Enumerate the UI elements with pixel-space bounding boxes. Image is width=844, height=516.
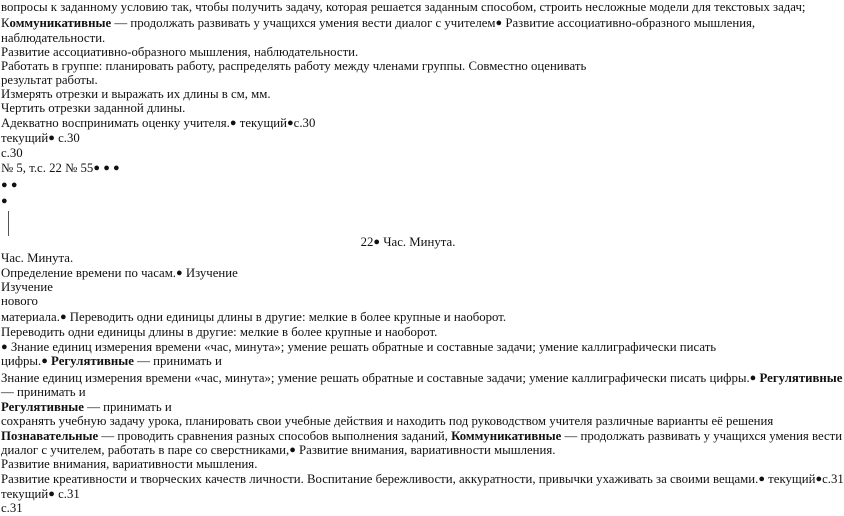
bold-term: Регулятивные — [756, 371, 843, 385]
line-text: вопросы к заданному условию так, чтобы получить задачу, которая решается заданным способом, строить несложные модели для текстовых задач; — [1, 0, 806, 14]
bullet-icon: ● — [113, 162, 120, 174]
line-text: — принимать и — [83, 400, 172, 414]
bullet-icon: ● — [48, 132, 55, 144]
bullet-icon: ● — [1, 179, 8, 191]
text-line — [1, 59, 586, 74]
text-line — [1, 501, 23, 516]
line-text: с.31 — [54, 487, 80, 501]
text-line — [1, 131, 80, 147]
text-line — [1, 146, 23, 161]
text-line — [1, 385, 86, 400]
bullet-icon: ● — [41, 355, 48, 367]
line-text: Час. Минута. — [380, 235, 456, 249]
bullet-icon: ● — [176, 267, 183, 279]
line-text: нового — [1, 294, 38, 308]
line-text: — продолжать развивать у учащихся умения вести диалог с учителем — [111, 16, 496, 30]
bullet-icon: ● — [229, 117, 237, 129]
line-text: 22 — [360, 235, 374, 249]
bold-term: Регулятивные — [1, 400, 84, 414]
line-text: Измерять отрезки и выражать их длины в см, мм. — [1, 87, 271, 101]
bullet-icon: ● — [59, 311, 67, 323]
line-text: Определение времени по часам. — [1, 266, 177, 280]
line-text: Развитие внимания, вариативности мышления. — [295, 443, 556, 457]
line-text: диалог с учителем, работать в паре со сверстниками, — [1, 443, 290, 457]
text-line — [1, 73, 98, 88]
text-line — [1, 414, 773, 429]
line-text: Адекватно воспринимать оценку учителя. — [1, 116, 230, 130]
line-text: материала. — [1, 310, 60, 324]
bold-term: Познавательные — [1, 429, 99, 443]
line-text: Развитие ассоциативно-образного мышления, — [502, 16, 756, 30]
text-line — [1, 325, 437, 340]
line-text: — проводить сравнения разных способов выполнения заданий, — [98, 429, 452, 443]
line-text: Развитие внимания, вариативности мышления. — [1, 457, 258, 471]
bullet-icon: ● — [1, 341, 8, 353]
text-line — [1, 472, 844, 488]
bullet-icon: ● — [1, 195, 8, 207]
bullet-icon: ● — [495, 17, 503, 29]
line-text: текущий — [236, 116, 288, 130]
text-line — [1, 45, 358, 60]
text-line — [1, 400, 172, 415]
line-text: наблюдательности. — [1, 31, 106, 45]
centered-heading — [0, 235, 816, 251]
text-line — [1, 457, 257, 472]
bullet-icon: ● — [289, 444, 296, 456]
bullet-icon: ● — [93, 162, 100, 174]
bullet-icon: ● — [815, 473, 823, 485]
bullet-icon: ● — [758, 473, 765, 485]
bullet-icon: ● — [103, 162, 110, 174]
bullet-icon: ● — [287, 117, 294, 129]
text-line — [1, 371, 842, 387]
bullet-icon: ● — [373, 236, 381, 248]
bold-term: Коммуникативные — [451, 429, 562, 443]
line-text: № 5, т.с. 22 № 55 — [1, 161, 94, 175]
line-text: Чертить отрезки заданной длины. — [1, 101, 186, 115]
bullet-icon: ● — [749, 372, 757, 384]
line-text: Знание единиц измерения времени «час, минута»; умение решать обратные и составные задачи; умение каллиграфически писать — [7, 340, 717, 354]
text-line — [1, 101, 185, 116]
line-text: текущий — [1, 131, 49, 145]
line-text: Развитие креативности и творческих качеств личности. Воспитание бережливости, аккуратности, привычки ухаживать за своими вещами. — [1, 472, 759, 486]
text-line — [1, 294, 38, 309]
text-line — [1, 251, 73, 266]
bold-term: Регулятивные — [47, 354, 134, 368]
bullet-icon: ● — [10, 179, 18, 191]
line-text: Час. Минута. — [1, 251, 74, 265]
line-text: Развитие ассоциативно-образного мышления, наблюдательности. — [1, 45, 359, 59]
text-line — [1, 16, 755, 32]
text-line — [1, 0, 805, 15]
line-text: К — [1, 16, 10, 30]
line-text: — продолжать развивать у учащихся умения вести — [561, 429, 843, 443]
line-text: текущий — [1, 487, 49, 501]
line-text: Работать в группе: планировать работу, распределять работу между членами группы. Совместно оценивать — [1, 59, 587, 73]
line-text: — принимать и — [1, 385, 86, 399]
bullet-icon: ● — [48, 488, 55, 500]
text-line — [1, 31, 105, 46]
divider — [8, 211, 9, 236]
bold-term: оммуникативные — [9, 16, 112, 30]
line-text: — принимать и — [133, 354, 222, 368]
text-line — [1, 194, 8, 210]
line-text: сохранять учебную задачу урока, планировать свои учебные действия и находить под руководством учителя различные варианты её решения — [1, 414, 774, 428]
line-text: Переводить одни единицы длины в другие: мелкие в более крупные и наоборот. — [1, 325, 438, 339]
text-line — [1, 429, 842, 444]
line-text: с.30 — [293, 116, 316, 130]
line-text: с.30 — [54, 131, 80, 145]
line-text: Переводить одни единицы длины в другие: мелкие в более крупные и наоборот. — [66, 310, 507, 324]
line-text: текущий — [764, 472, 816, 486]
text-line — [1, 310, 506, 326]
text-line — [1, 116, 315, 132]
line-text: Изучение — [1, 280, 53, 294]
line-text: с.31 — [1, 501, 23, 515]
text-line — [1, 354, 222, 370]
line-text: с.30 — [1, 146, 23, 160]
line-text: цифры. — [1, 354, 42, 368]
line-text: Знание единиц измерения времени «час, минута»; умение решать обратные и составные задачи; умение каллиграфически писать цифры. — [1, 371, 750, 385]
text-line — [1, 161, 120, 177]
text-line — [1, 87, 271, 102]
line-text: результат работы. — [1, 73, 98, 87]
line-text: Изучение — [182, 266, 238, 280]
text-line — [1, 178, 18, 194]
line-text: с.31 — [822, 472, 844, 486]
text-line — [1, 280, 53, 295]
